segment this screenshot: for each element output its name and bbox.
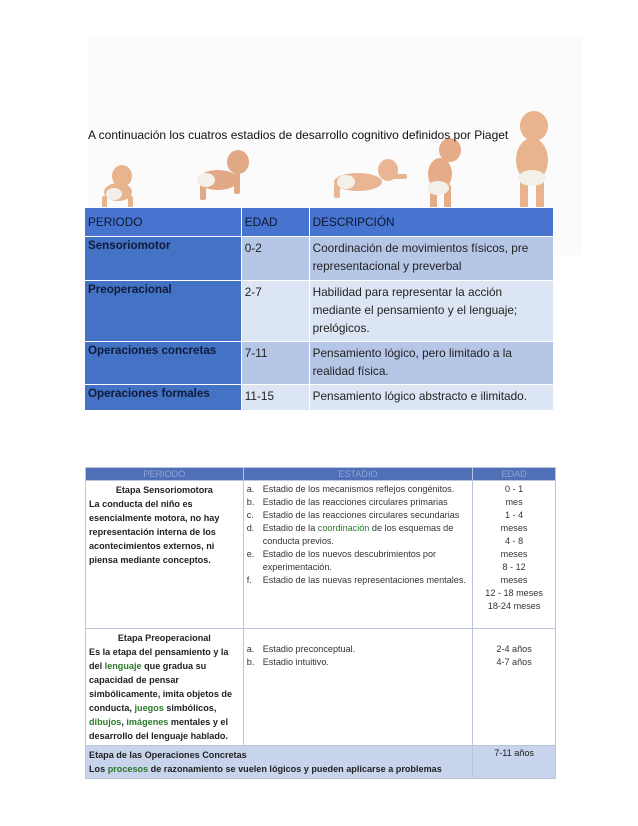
row-periodo: Preoperacional (85, 281, 242, 342)
list-item: b. Estadio de las reacciones circulares primarias (246, 497, 448, 507)
row-periodo: Operaciones concretas (85, 342, 242, 385)
row-edad: 7-11 (241, 342, 309, 385)
table-header-row (85, 208, 554, 237)
edad-cell: 2-4 años 4-7 años (473, 629, 556, 746)
header-periodo: PERIODO (86, 468, 244, 481)
table-row (85, 237, 554, 281)
list-item: b. Estadio intuitivo. (246, 657, 329, 667)
list-item: a. Estadio de los mecanismos reflejos congénitos. (246, 484, 455, 494)
stages-table (84, 207, 554, 411)
list-item: a. Estadio preconceptual. (246, 644, 356, 654)
imagenes-link[interactable]: imágenes (126, 717, 169, 727)
dibujos-link[interactable]: dibujos (89, 717, 122, 727)
periodo-cell (86, 629, 244, 746)
juegos-link[interactable]: juegos (134, 703, 164, 713)
list-item: d. Estadio de la coordinación de los esquemas de conducta previos. (246, 523, 454, 546)
estadio-cell (243, 481, 472, 629)
babies-illustration (88, 104, 582, 216)
coordinacion-link[interactable]: coordinación (317, 523, 370, 533)
table-row (85, 385, 554, 411)
table-row (86, 629, 556, 746)
row-edad: 0-2 (241, 237, 309, 281)
row-descripcion: Pensamiento lógico, pero limitado a la realidad física. (309, 342, 553, 385)
stage-description: La conducta del niño es esencialmente motora, no hay representación interna de los acontecimientos externos, ni piensa mediante conceptos. (89, 499, 220, 565)
header-edad: EDAD (241, 208, 309, 237)
table-row (86, 481, 556, 629)
estadio-list (247, 483, 469, 587)
stage-title: Etapa Sensoriomotora (115, 485, 213, 495)
stage-description: Es la etapa del pensamiento y la del lenguaje que gradua su capacidad de pensar simbólicamente, imita objetos de conducta, juegos simbólicos, dibujos, imágenes mentales y el desarrollo del lenguaje hablado. (89, 647, 233, 741)
row-descripcion: Habilidad para representar la acción mediante el pensamiento y el lenguaje; prelógicos. (309, 281, 553, 342)
table-header-row (86, 468, 556, 481)
row-descripcion: Pensamiento lógico abstracto e ilimitado. (309, 385, 553, 411)
periodo-cell (86, 746, 473, 779)
stage-description: Los procesos de razonamiento se vuelen lógicos y pueden aplicarse a problemas (89, 764, 442, 774)
estadio-cell (243, 629, 472, 746)
estadio-list (247, 643, 469, 669)
table-row (85, 342, 554, 385)
stage-title: Etapa Preoperacional (117, 633, 211, 643)
header-estadio: ESTADIO (243, 468, 472, 481)
stage-title: Etapa de las Operaciones Concretas (89, 750, 247, 760)
edad-cell: 0 - 1 mes 1 - 4 meses 4 - 8 meses 8 - 12 meses 12 - 18 meses 18-24 meses (473, 481, 556, 629)
lenguaje-link[interactable]: lenguaje (104, 661, 142, 671)
row-edad: 11-15 (241, 385, 309, 411)
table-row (85, 281, 554, 342)
edad-cell: 7-11 años (473, 746, 556, 779)
row-descripcion: Coordinación de movimientos físicos, pre representacional y preverbal (309, 237, 553, 281)
table-row (86, 746, 556, 779)
header-edad: EDAD (473, 468, 556, 481)
header-descripcion: DESCRIPCIÓN (309, 208, 553, 237)
list-item: f. Estadio de las nuevas representaciones mentales. (246, 575, 466, 585)
row-periodo: Sensoriomotor (85, 237, 242, 281)
intro-text: A continuación los cuatros estadios de desarrollo cognitivo definidos por Piaget (88, 128, 509, 142)
list-item: c. Estadio de las reacciones circulares secundarias (246, 510, 460, 520)
row-edad: 2-7 (241, 281, 309, 342)
stages-detail-table (85, 467, 556, 779)
periodo-cell (86, 481, 244, 629)
header-periodo: PERIODO (85, 208, 242, 237)
list-item: e. Estadio de los nuevos descubrimientos por experimentación. (246, 549, 437, 572)
procesos-link[interactable]: procesos (107, 764, 149, 774)
row-periodo: Operaciones formales (85, 385, 242, 411)
